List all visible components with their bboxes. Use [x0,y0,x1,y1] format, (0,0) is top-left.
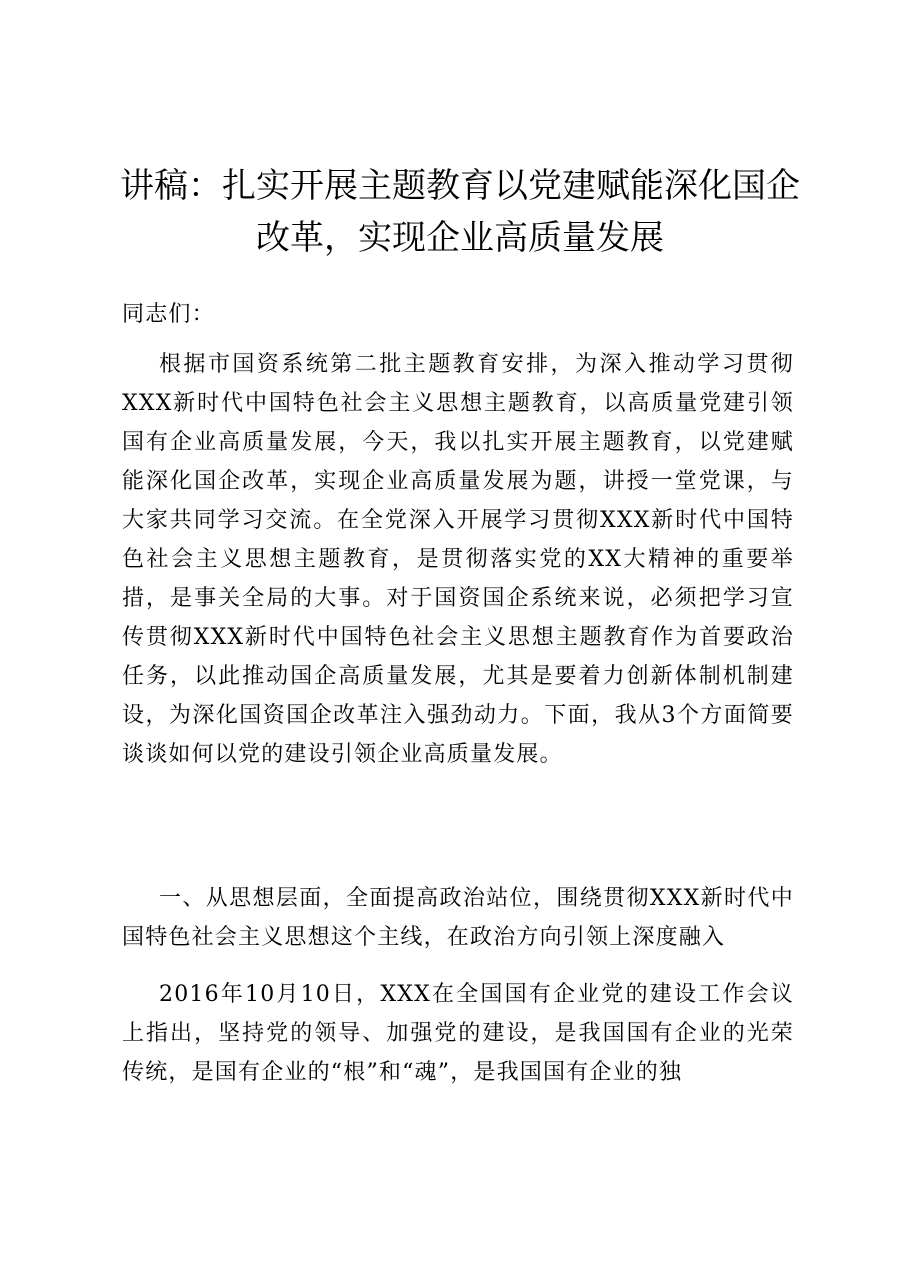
paragraph-section-1: 2016年10月10日，XXX在全国国有企业党的建设工作会议上指出，坚持党的领导、加强党的建设，是我国国有企业的光荣传统，是国有企业的“根”和“魂”，是我国国有企业的独 [122,982,794,1085]
document-title [110,160,810,264]
title-line-2: 改革，实现企业高质量发展 [256,218,664,258]
salutation: 同志们： [122,302,215,327]
title-line-1: 讲稿：扎实开展主题教育以党建赋能深化国企 [120,166,800,206]
paragraph-intro: 根据市国资系统第二批主题教育安排，为深入推动学习贯彻XXX新时代中国特色社会主义思想主题教育，以高质量党建引领国有企业高质量发展，今天，我以扎实开展主题教育，以党建赋能深化国企改革，实现企业高质量发展为题，讲授一堂党课，与大家共同学习交流。在全党深入开展学习贯彻XXX新时代中国特色社会主义思想主题教育，是贯彻落实党的XX大精神的重要举措，是事关全局的大事。对于国资国企系统来说，必须把学习宣传贯彻XXX新时代中国特色社会主义思想主题教育作为首要政治任务，以此推动国企高质量发展，尤其是要着力创新体制机制建设，为深化国资国企改革注入强劲动力。下面，我从3个方面简要谈谈如何以党的建设引领企业高质量发展。 [122,352,794,767]
section-heading-1: 一、从思想层面，全面提高政治站位，围绕贯彻XXX新时代中国特色社会主义思想这个主线，在政治方向引领上深度融入 [122,886,794,950]
